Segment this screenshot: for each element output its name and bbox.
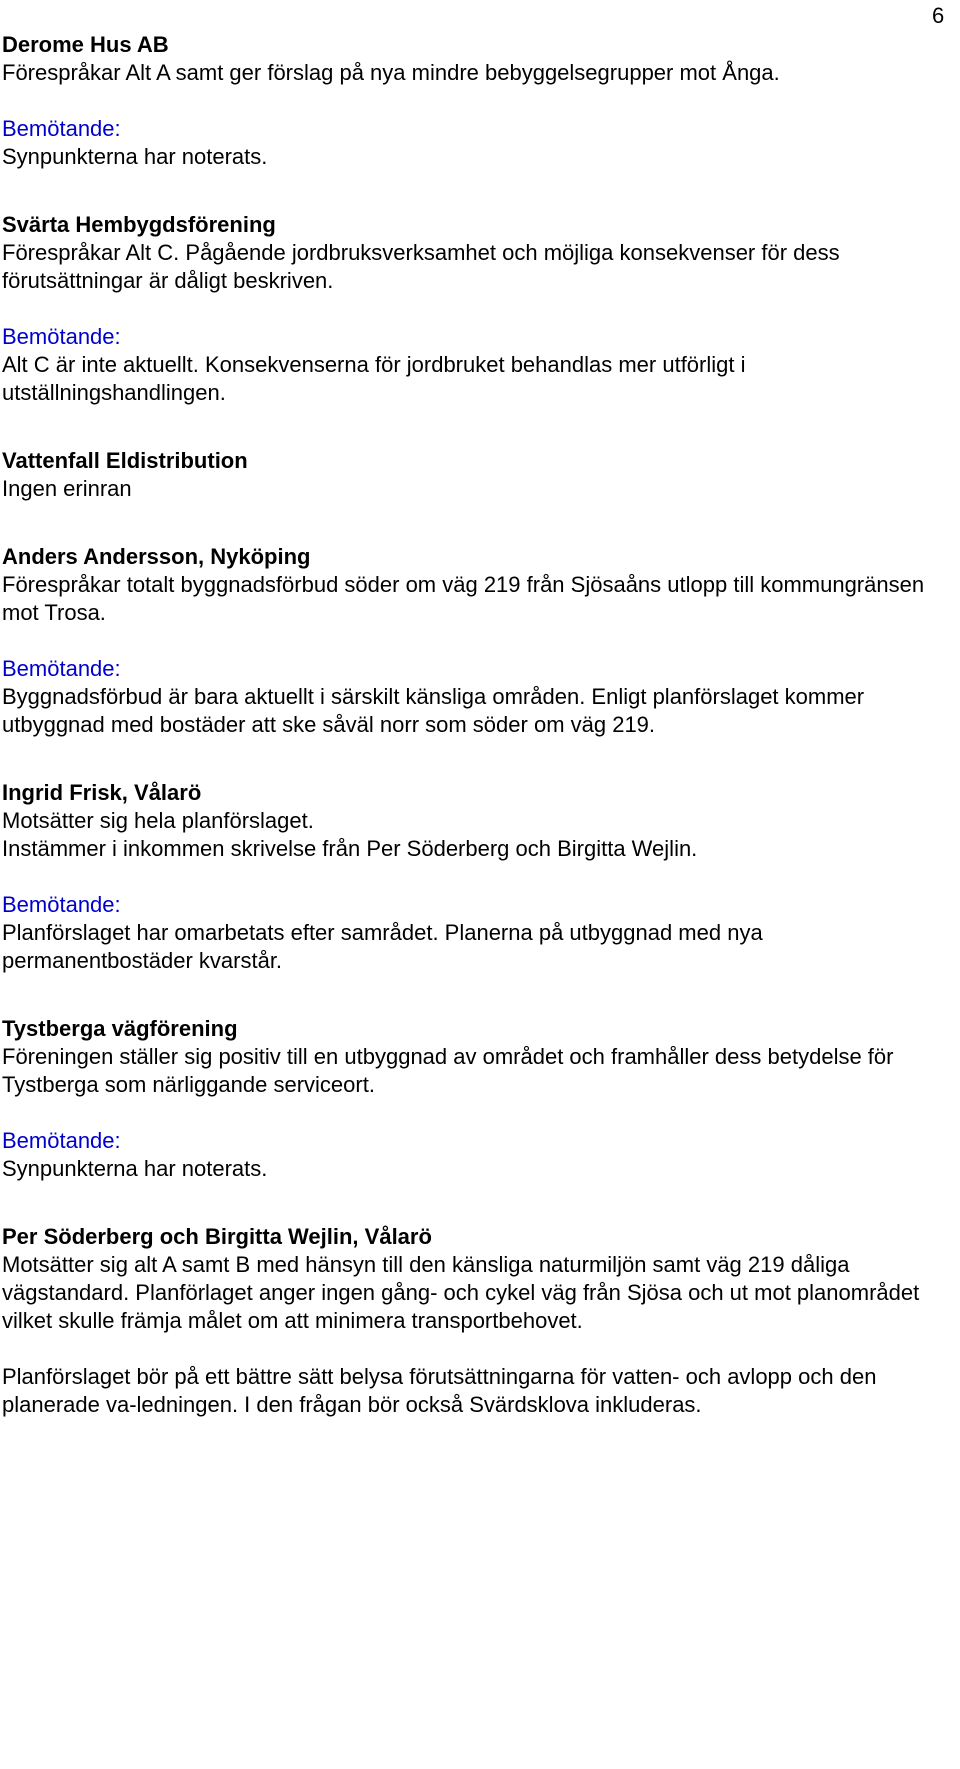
document-body: [2, 31, 942, 1419]
entry-text: Förespråkar Alt C. Pågående jordbruksverksamhet och möjliga konsekvenser för dess förutsättningar är dåligt beskriven.: [2, 240, 840, 293]
response-block: [2, 655, 942, 739]
entry-text: Förespråkar Alt A samt ger förslag på nya mindre bebyggelsegrupper mot Ånga.: [2, 60, 780, 85]
entry-heading: Ingrid Frisk, Vålarö: [2, 780, 202, 805]
response-block: [2, 891, 942, 975]
entry-text: Planförslaget bör på ett bättre sätt belysa förutsättningarna för vatten- och avlopp och den planerade va-ledningen. I den frågan bör också Svärdsklova inkluderas.: [2, 1364, 877, 1417]
entry-heading: Anders Andersson, Nyköping: [2, 544, 311, 569]
response-text: Alt C är inte aktuellt. Konsekvenserna för jordbruket behandlas mer utförligt i utställningshandlingen.: [2, 352, 746, 405]
entry-vattenfall-eldistribution: [2, 447, 942, 503]
entry-text: Motsätter sig alt A samt B med hänsyn till den känsliga naturmiljön samt väg 219 dåliga vägstandard. Planförlaget anger ingen gång- och cykel väg från Sjösa och ut mot planområdet vilket skulle främja målet om att minimera transportbehovet.: [2, 1252, 920, 1333]
entry-heading: Svärta Hembygdsförening: [2, 212, 276, 237]
entry-ingrid-frisk: [2, 779, 942, 975]
entry-svarta-hembygdsforening: [2, 211, 942, 407]
entry-soderberg-wejlin: [2, 1223, 942, 1419]
response-text: Planförslaget har omarbetats efter samrådet. Planerna på utbyggnad med nya permanentbostäder kvarstår.: [2, 920, 763, 973]
entry-tystberga-vagforening: [2, 1015, 942, 1183]
response-text: Byggnadsförbud är bara aktuellt i särskilt känsliga områden. Enligt planförslaget kommer utbyggnad med bostäder att ske såväl norr som söder om väg 219.: [2, 684, 865, 737]
entry-text: Motsätter sig hela planförslaget.: [2, 808, 314, 833]
response-text: Synpunkterna har noterats.: [2, 1156, 268, 1181]
response-block: [2, 323, 942, 407]
entry-text: Förespråkar totalt byggnadsförbud söder om väg 219 från Sjösaåns utlopp till kommungränsen mot Trosa.: [2, 572, 925, 625]
entry-heading: Vattenfall Eldistribution: [2, 448, 248, 473]
response-label: Bemötande:: [2, 1128, 121, 1153]
entry-derome-hus: [2, 31, 942, 171]
entry-heading: Per Söderberg och Birgitta Wejlin, Vålarö: [2, 1224, 432, 1249]
entry-text: Föreningen ställer sig positiv till en utbyggnad av området och framhåller dess betydelse för Tystberga som närliggande serviceort.: [2, 1044, 894, 1097]
entry-heading: Derome Hus AB: [2, 32, 169, 57]
response-label: Bemötande:: [2, 324, 121, 349]
page-number: 6: [932, 3, 945, 28]
response-label: Bemötande:: [2, 656, 121, 681]
response-label: Bemötande:: [2, 892, 121, 917]
entry-text: Instämmer i inkommen skrivelse från Per Söderberg och Birgitta Wejlin.: [2, 836, 698, 861]
entry-heading: Tystberga vägförening: [2, 1016, 238, 1041]
response-text: Synpunkterna har noterats.: [2, 144, 268, 169]
entry-text: Ingen erinran: [2, 476, 132, 501]
response-block: [2, 115, 942, 171]
response-label: Bemötande:: [2, 116, 121, 141]
response-block: [2, 1127, 942, 1183]
entry-anders-andersson: [2, 543, 942, 739]
